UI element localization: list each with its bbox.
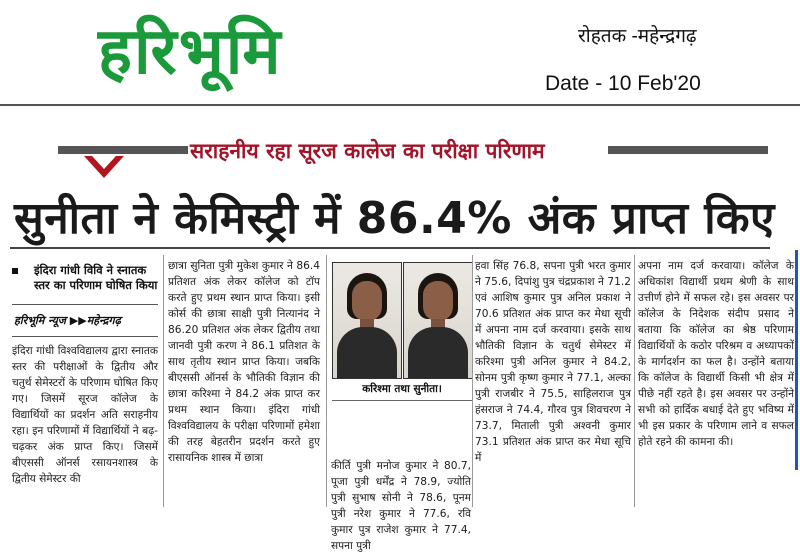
headline-divider (10, 247, 770, 249)
newspaper-logo (98, 6, 398, 98)
byline-rule (12, 304, 158, 305)
byline-rule (12, 336, 158, 337)
article-column-3: कीर्ति पुत्री मनोज कुमार ने 80.7, पूजा पुत्री धर्मेंद्र ने 78.9, ज्योति पुत्री सुभाष सोनी ने 78.6, पूनम पुत्री नरेश कुमार ने 77.6, रवि कुमार पुत्र राजेश कुमार ने 77.4, सपना पुत्री (331, 460, 471, 552)
column-rule (634, 255, 635, 507)
kicker-bar-left (58, 146, 188, 154)
photo-caption: करिश्मा तथा सुनीता। (362, 383, 442, 395)
article-column-1: इंदिरा गांधी विश्वविद्यालय द्वारा स्नातक स्तर की परीक्षाओं के द्वितीय और चतुर्थ सेमेस्टरों के परिणाम घोषित किए गए। जिसमें सूरज कॉलेज के विद्यार्थियों का प्रदर्शन अति सराहनीय रहा। इन परिणामों में विद्यार्थियों ने बढ़-चढ़कर अंक प्राप्त किए। जिसमें बीएससी ऑनर्स रसायनशास्त्र के द्वितीय सेमेस्टर की (12, 345, 158, 485)
kicker-bar-right (608, 146, 768, 154)
student-photo-sunita (403, 262, 473, 379)
logo-text: हरिभूमि (98, 15, 283, 89)
caption-rule (332, 400, 472, 401)
chevron-down-icon (84, 156, 124, 180)
edition-label: रोहतक -महेन्द्रगढ़ (578, 26, 697, 47)
article-column-4: हवा सिंह 76.8, सपना पुत्री भरत कुमार ने 75.6, दिपांशु पुत्र चंद्रप्रकाश ने 71.2 एवं आशिष कुमार पुत्र अनिल प्रकाश ने 70.6 प्रतिशत अंक प्राप्त कर मेधा सूची में अपना नाम दर्ज करवाया। इसके साथ भौतिकी विज्ञान के चतुर्थ सेमेस्टर में करिश्मा पुत्री अनिल कुमार ने 84.2, सोनम पुत्री कृष्ण कुमार ने 77.1, अल्का पुत्री राजबीर ने 75.5, साहिलराज पुत्र हंसराज ने 74.4, गौरव पुत्र शिवचरण ने 73.7, मिताली पुत्री अश्वनी कुमार 73.1 प्रतिशत अंक प्राप्त कर मेधा सूचि में (475, 260, 631, 464)
column-rule (326, 255, 327, 507)
byline: हरिभूमि न्यूज ▶▶महेन्द्रगढ़ (14, 314, 121, 327)
page-edge-mark (795, 250, 798, 470)
article-headline: सुनीता ने केमिस्ट्री में 86.4% अंक प्राप्त किए (14, 193, 775, 244)
column-rule (163, 255, 164, 507)
article-subhead: इंदिरा गांधी विवि ने स्नातक स्तर का परिणाम घोषित किया (34, 263, 158, 292)
date-label: Date - 10 Feb'20 (545, 72, 701, 95)
article-kicker: सराहनीय रहा सूरज कालेज का परीक्षा परिणाम (190, 139, 545, 163)
student-photo-karishma (332, 262, 402, 379)
column-rule (472, 255, 473, 507)
article-column-2: छात्रा सुनिता पुत्री मुकेश कुमार ने 86.4 प्रतिशत अंक लेकर कॉलेज को टॉप करते हुए प्रथम स्थान प्राप्त किया। इसी कोर्स की छात्रा साक्षी पुत्री नित्यानंद ने 86.20 प्रतिशत अंक लेकर द्वितीय तथा जानवी पुत्री करण ने 86.1 प्रतिशत के साथ तृतीय स्थान प्राप्त किया। जबकि बीएससी ऑनर्स के भौतिकी विज्ञान की छात्रा करिश्मा ने 84.2 अंक प्राप्त कर प्रथम स्थान किया। इंदिरा गांधी विश्वविद्यालय के परीक्षा परिणामों हमेशा की तरह बेहतरीन प्रदर्शन करते हुए रासायनिक शास्त्र में छात्रा (168, 260, 320, 464)
bullet-icon (12, 268, 18, 274)
masthead-divider (0, 104, 800, 106)
article-column-5: अपना नाम दर्ज करवाया। कॉलेज के अधिकांश विद्यार्थी प्रथम श्रेणी के साथ उत्तीर्ण होने में सफल रहे। इस अवसर पर कॉलेज के निदेशक संदीप प्रसाद ने बताया कि कॉलेज का श्रेष्ठ परिणाम विद्यार्थियों के कठोर परिश्रम व अध्यापकों के मार्गदर्शन का फल है। उन्होंने बताया कि कॉलेज के विद्यार्थी किसी भी क्षेत्र में पीछे नहीं रहते है। इस अवसर पर उन्होंने सभी को हार्दिक बधाई देते हुए भविष्य में भी इस प्रकार के परिणाम लाने व सफल होते रहने की कामना की। (638, 260, 794, 448)
